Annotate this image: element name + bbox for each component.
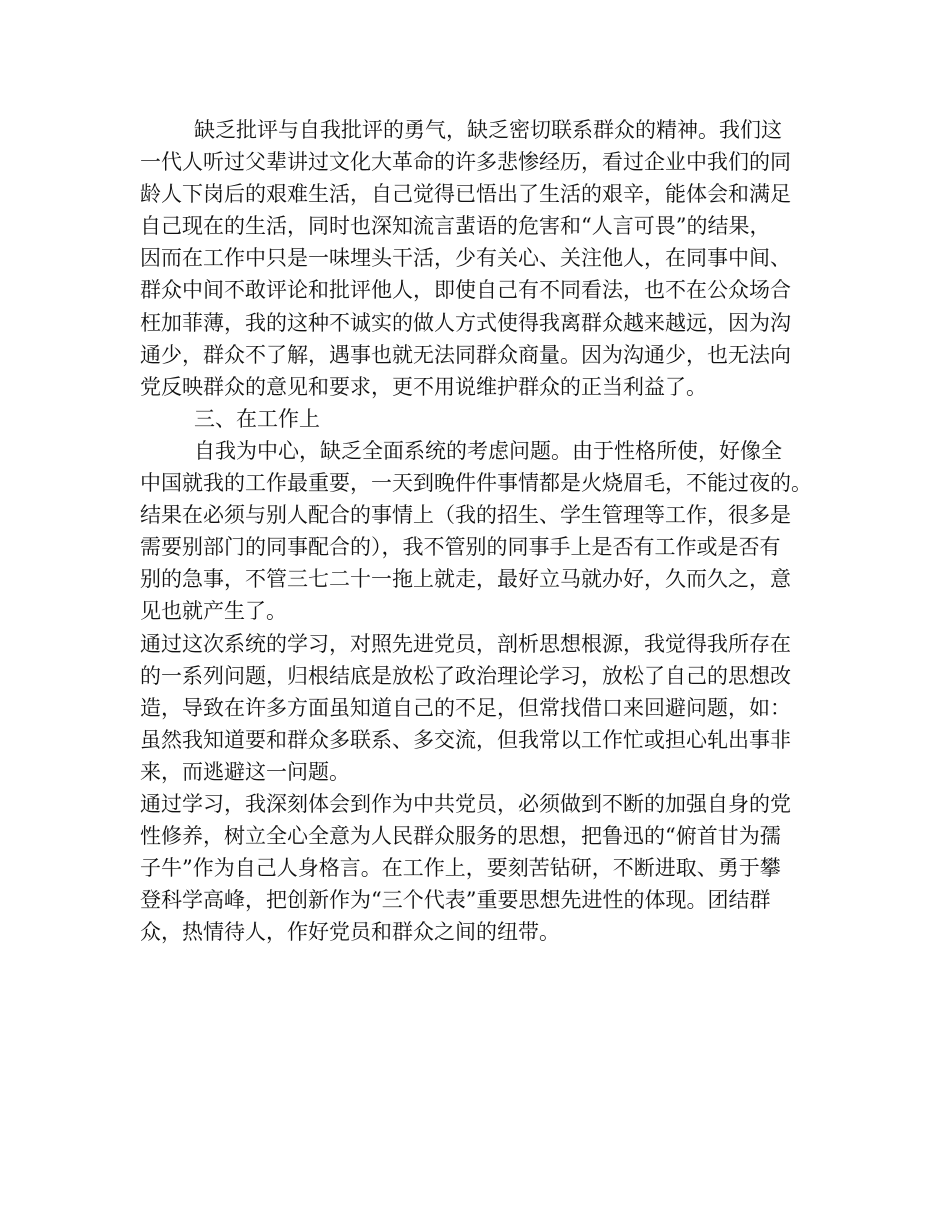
text-line: 众，热情待人，作好党员和群众之间的纽带。 [140, 920, 560, 945]
text-line: 来，而逃避这一问题。 [140, 759, 350, 784]
text-line: 虽然我知道要和群众多联系、多交流，但我常以工作忙或担心轧出事非 [140, 727, 791, 752]
text-line: 因而在工作中只是一味埋头干活，少有关心、关注他人，在同事中间、 [140, 246, 791, 271]
text-line: 中国就我的工作最重要，一天到晚件件事情都是火烧眉毛，不能过夜的。 [140, 471, 812, 496]
text-line: 一代人听过父辈讲过文化大革命的许多悲惨经历，看过企业中我们的同 [140, 150, 791, 175]
text-line: 通少，群众不了解，遇事也就无法同群众商量。因为沟通少，也无法向 [140, 342, 791, 367]
text-line: 群众中间不敢评论和批评他人，即使自己有不同看法，也不在公众场合 [140, 278, 791, 303]
document-body [140, 114, 820, 948]
text-line: 造，导致在许多方面虽知道自己的不足，但常找借口来回避问题，如： [140, 695, 791, 720]
text-line: 登科学高峰，把创新作为“三个代表”重要思想先进性的体现。团结群 [140, 888, 771, 913]
text-line: 龄人下岗后的艰难生活，自己觉得已悟出了生活的艰辛，能体会和满足 [140, 182, 791, 207]
text-line: 自己现在的生活，同时也深知流言蜚语的危害和“人言可畏”的结果， [140, 214, 771, 239]
text-line: 见也就产生了。 [140, 599, 287, 624]
text-line: 枉加菲薄，我的这种不诚实的做人方式使得我离群众越来越远，因为沟 [140, 310, 791, 335]
text-line: 自我为中心，缺乏全面系统的考虑问题。由于性格所使，好像全 [194, 438, 782, 463]
text-line: 结果在必须与别人配合的事情上（我的招生、学生管理等工作，很多是 [140, 503, 791, 528]
text-line: 别的急事，不管三七二十一拖上就走，最好立马就办好，久而久之，意 [140, 567, 791, 592]
text-line: 的一系列问题，归根结底是放松了政治理论学习，放松了自己的思想改 [140, 663, 791, 688]
text-line: 缺乏批评与自我批评的勇气，缺乏密切联系群众的精神。我们这 [194, 118, 782, 142]
text-line: 需要别部门的同事配合的），我不管别的同事手上是否有工作或是否有 [140, 535, 781, 560]
text-line: 通过学习，我深刻体会到作为中共党员，必须做到不断的加强自身的党 [140, 791, 791, 816]
text-line: 三、在工作上 [194, 406, 320, 431]
text-line: 子牛”作为自己人身格言。在工作上，要刻苦钻研，不断进取、勇于攀 [140, 856, 781, 881]
text-line: 通过这次系统的学习，对照先进党员，剖析思想根源，我觉得我所存在 [140, 631, 791, 656]
text-line: 性修养，树立全心全意为人民群众服务的思想，把鲁迅的“俯首甘为孺 [140, 824, 781, 849]
text-line: 党反映群众的意见和要求，更不用说维护群众的正当利益了。 [140, 374, 707, 399]
